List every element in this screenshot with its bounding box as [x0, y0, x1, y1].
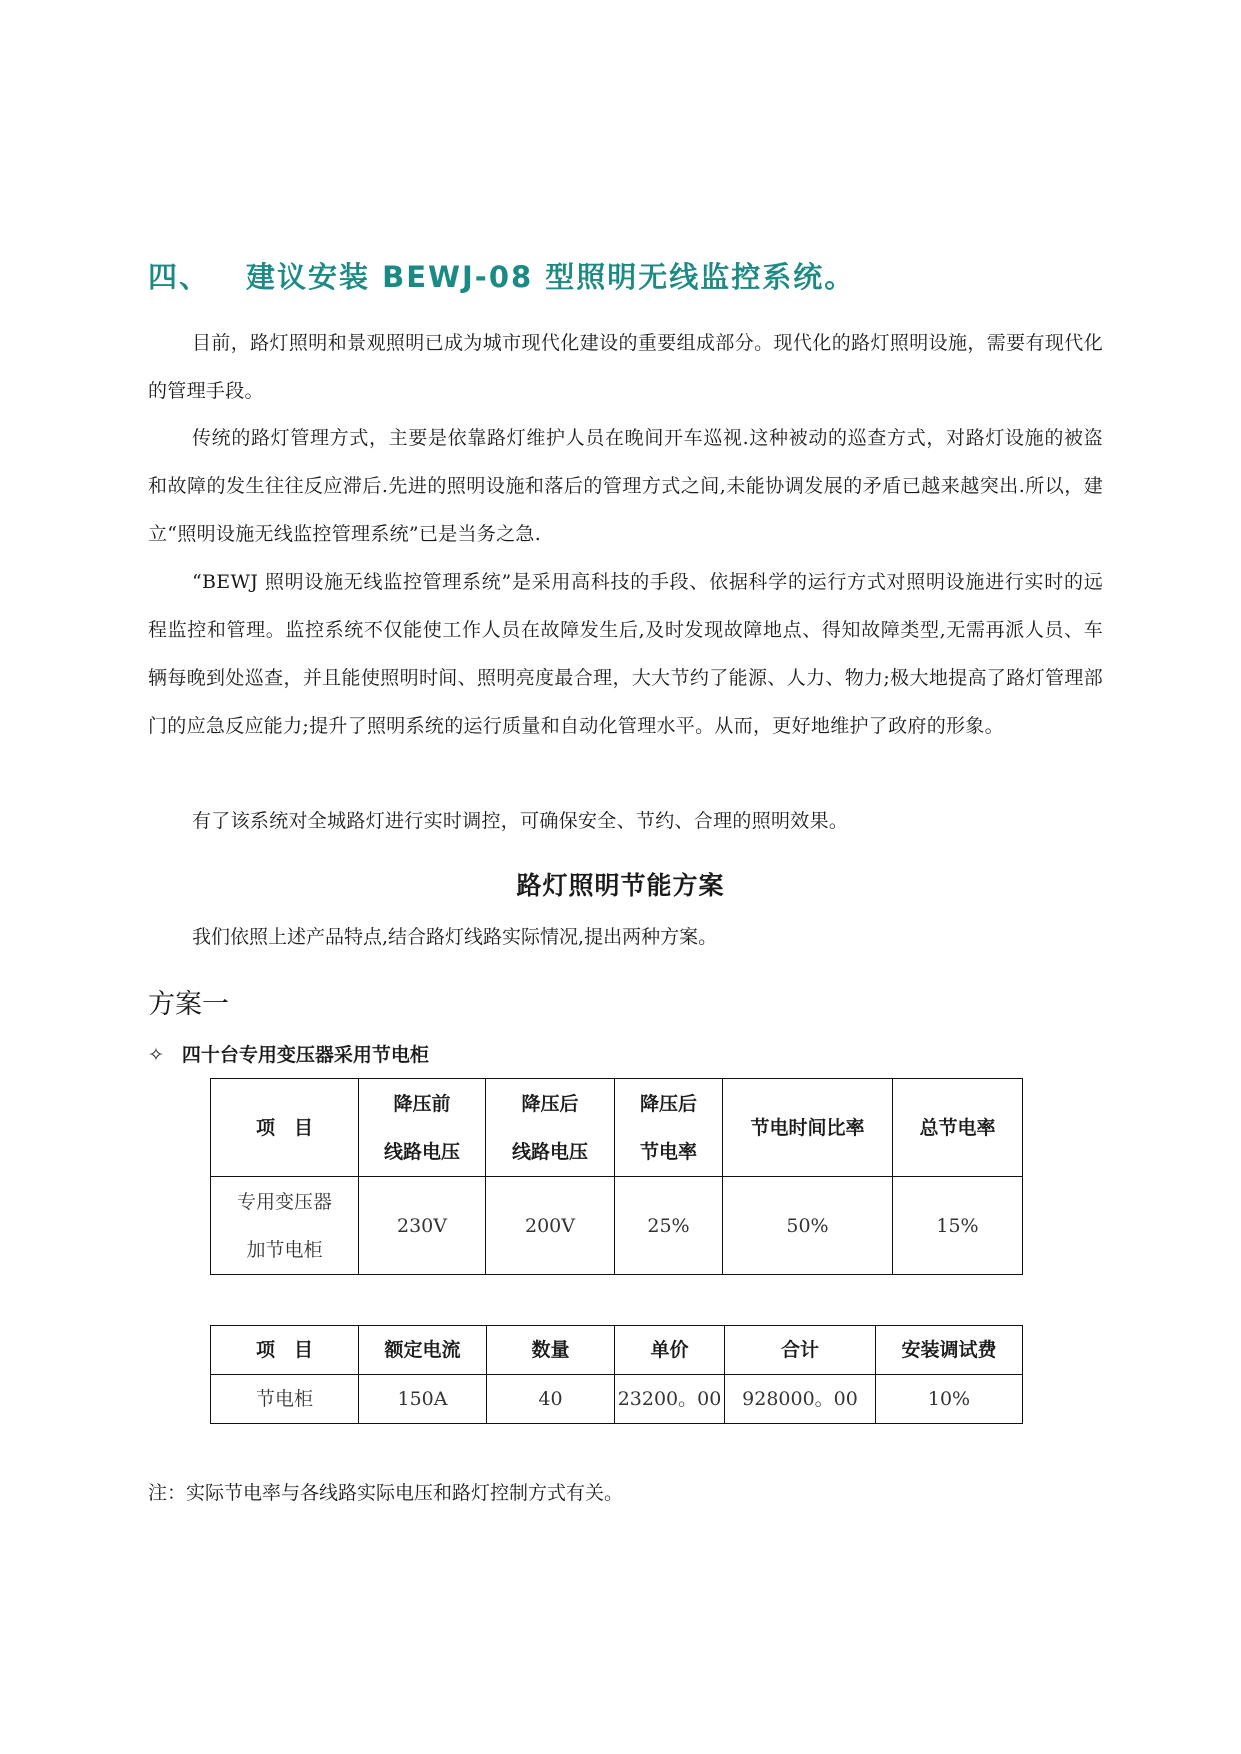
cell-total: 928000。00: [725, 1375, 876, 1424]
cell-unit-price: 23200。00: [615, 1375, 725, 1424]
paragraph-2: 传统的路灯管理方式，主要是依靠路灯维护人员在晚间开车巡视.这种被动的巡查方式，对路灯设施的被盗和故障的发生往往反应滞后.先进的照明设施和落后的管理方式之间,未能协调发展的矛盾已越来越突出.所以，建立“照明设施无线监控管理系统”已是当务之急.: [148, 427, 1103, 545]
header-cell-item: 项 目: [211, 1079, 359, 1177]
paragraph-4: 有了该系统对全城路灯进行实时调控，可确保安全、节约、合理的照明效果。: [192, 810, 849, 832]
header-cell-quantity: 数量: [487, 1326, 615, 1375]
table-header-row: [211, 1079, 1023, 1177]
cell-item: 节电柜: [211, 1375, 359, 1424]
savings-rate-table: [210, 1078, 1023, 1275]
header-cell-total-rate: 总节电率: [893, 1079, 1023, 1177]
header-cell-time-ratio: 节电时间比率: [723, 1079, 893, 1177]
scheme-title: 路灯照明节能方案: [516, 871, 725, 900]
header-cell-installation-fee: 安装调试费: [876, 1326, 1023, 1375]
table-row: [211, 1177, 1023, 1275]
plan-label: 方案一: [148, 989, 229, 1020]
section-heading: [148, 255, 855, 296]
cell-voltage-after: 200V: [486, 1177, 615, 1275]
cell-time-ratio: 50%: [723, 1177, 893, 1275]
cell-installation-fee: 10%: [876, 1375, 1023, 1424]
header-cell-item: 项 目: [211, 1326, 359, 1375]
cell-voltage-before: 230V: [359, 1177, 486, 1275]
header-cell-unit-price: 单价: [615, 1326, 725, 1375]
header-cell-savings-rate: 降压后 节电率: [615, 1079, 723, 1177]
section-title: 建议安装 BEWJ-08 型照明无线监控系统。: [246, 260, 856, 294]
cell-savings-rate: 25%: [615, 1177, 723, 1275]
cell-item: 专用变压器 加节电柜: [211, 1177, 359, 1275]
cell-rated-current: 150A: [359, 1375, 487, 1424]
cell-quantity: 40: [487, 1375, 615, 1424]
scheme-intro: 我们依照上述产品特点,结合路灯线路实际情况,提出两种方案。: [192, 926, 718, 948]
section-number: 四、: [148, 260, 211, 294]
bullet-text: 四十台专用变压器采用节电柜: [181, 1044, 429, 1066]
header-cell-voltage-after: 降压后 线路电压: [486, 1079, 615, 1177]
header-cell-total: 合计: [725, 1326, 876, 1375]
table-row: [211, 1375, 1023, 1424]
header-cell-rated-current: 额定电流: [359, 1326, 487, 1375]
cost-table: [210, 1325, 1023, 1424]
paragraph-1: 目前，路灯照明和景观照明已成为城市现代化建设的重要组成部分。现代化的路灯照明设施，需要有现代化的管理手段。: [148, 332, 1103, 402]
cell-total-rate: 15%: [893, 1177, 1023, 1275]
header-cell-voltage-before: 降压前 线路电压: [359, 1079, 486, 1177]
footnote: 注：实际节电率与各线路实际电压和路灯控制方式有关。: [148, 1482, 624, 1504]
bullet-item: [148, 1040, 429, 1067]
diamond-bullet-icon: ✧: [148, 1044, 164, 1066]
paragraph-3: “BEWJ 照明设施无线监控管理系统”是采用高科技的手段、依据科学的运行方式对照明设施进行实时的远程监控和管理。监控系统不仅能使工作人员在故障发生后,及时发现故障地点、得知故障类型,无需再派人员、车辆每晚到处巡查，并且能使照明时间、照明亮度最合理，大大节约了能源、人力、物力;极大地提高了路灯管理部门的应急反应能力;提升了照明系统的运行质量和自动化管理水平。从而，更好地维护了政府的形象。: [148, 571, 1103, 737]
table-header-row: [211, 1326, 1023, 1375]
